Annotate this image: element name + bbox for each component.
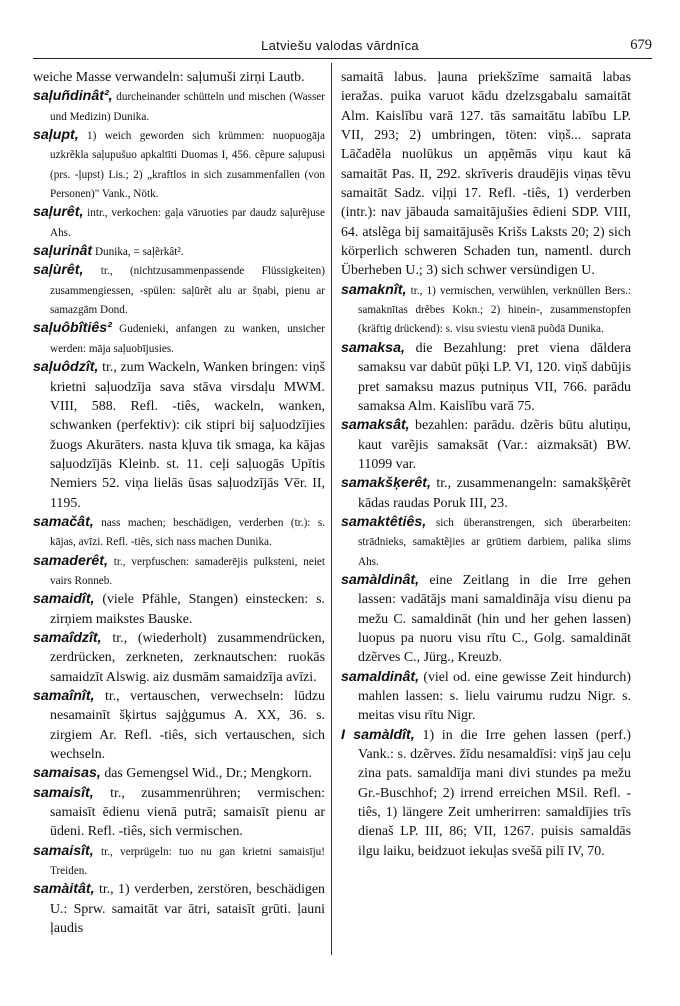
entry-definition: durcheinander schütteln und mischen (Wasser und Medizin) Dunika. [50, 91, 325, 123]
dictionary-entry [33, 68, 325, 87]
dictionary-entry [33, 880, 325, 938]
entry-definition: intr., verkochen: gaļa vāruoties par daudz saļurẽjuse Ahs. [50, 207, 325, 239]
entry-headword: saļurinât [33, 243, 93, 260]
dictionary-entry [33, 687, 325, 764]
dictionary-entry [341, 68, 631, 281]
entry-definition: tr., (wiederholt) zusammendrücken, zerdrücken, zerkneten, zerknautschen: ruokās samaidzīt Alswig. aiz dusmām samaidzīja avīzi. [50, 630, 325, 685]
entry-definition: weiche Masse verwandeln: saļumuši zirņi Lautb. [33, 70, 305, 85]
entry-headword: samačât, [33, 513, 94, 530]
column-divider [331, 63, 332, 955]
dictionary-entry [33, 87, 325, 126]
dictionary-entry [341, 416, 631, 474]
entry-headword: I samàldît, [341, 726, 415, 743]
entry-definition: tr., 1) verderben, zerstören, beschädigen U.: Sprw. samaitāt var ātri, sataisīt grūti. ļauni ļaudis [50, 882, 325, 937]
dictionary-entry [341, 726, 631, 861]
dictionary-entry [33, 203, 325, 242]
entry-definition: tr., (nichtzusammenpassende Flüssigkeiten) zusammengiessen, -spülen: saļūrẽt alu ar šņabi, pienu ar samazgām Dond. [50, 265, 325, 317]
entry-definition: eine Zeitlang in die Irre gehen lassen: vadātājs mani samaldināja visu dienu pa mežu C. samaldināt (hin und her gehen lassen) luopus pa nuoru visu rītu C., Golg. samaldināt dzẽrves C., Jürg., Kreuzb. [358, 572, 631, 666]
entry-headword: samaknît, [341, 281, 407, 298]
entry-definition: 1) weich geworden sich krümmen: nuopuogāja uzkrẽkla saļupušuo apkaltīti Duomas I, 456. cẽpure saļupusi (prs. -ļupst) Lis.; 2) „kraftlos in sich zusammenfallen (von Personen)" Vank., Nötk. [50, 130, 325, 201]
dictionary-entry [341, 571, 631, 668]
entry-headword: samàitât, [33, 881, 95, 898]
entry-definition: tr., zum Wackeln, Wanken bringen: viņš krietni saļuodzīja sava stāva virsdaļu MWM. VIII, 588. Refl. -tiês, wackeln, wanken, schwanken (perfektiv): cik stipri bij saļuodzījies žuogs Akurāters. nasta kļuva tik smaga, ka kājas saļuodzījās Kleinb. st. 11. ceļi saļuogās Upītis Nemiers 52. viņa lielās ūsas saļuodzījās Vēr. II, 1195. [50, 360, 325, 511]
dictionary-entry [341, 513, 631, 571]
entry-headword: samaksa, [341, 339, 405, 356]
dictionary-entry [33, 552, 325, 591]
entry-headword: samaisît, [33, 784, 94, 801]
entry-definition: nass machen; beschädigen, verderben (tr.): s. kājas, avīzi. Refl. -tiês, sich nass machen Dunika. [50, 516, 325, 549]
dictionary-entry [33, 126, 325, 203]
entry-definition: tr., 1) vermischen, verwühlen, verknüllen Bers.: samaknītas drẽbes Kokn.; 2) hinein-, zusammenstopfen (kräftig drückend): s. visu sviestu vienā puõdā Dunika. [358, 284, 631, 336]
dictionary-entry [33, 764, 325, 783]
entry-definition: das Gemengsel Wid., Dr.; Mengkorn. [100, 766, 312, 782]
running-header [0, 38, 680, 58]
header-rule [33, 58, 652, 59]
entry-headword: samakšķerêt, [341, 475, 431, 492]
dictionary-entry [341, 339, 631, 416]
entry-definition: tr., vertauschen, verwechseln: lūdzu nesamainīt šķirtus sajģgumus A. XX, 36. s. zirgiem Ar. Refl. -tiês, sich vertauschen, sich wechseln. [50, 689, 325, 763]
entry-definition: tr., verpfuschen: samaderējis pulksteni, neiet vairs Ronneb. [50, 555, 325, 587]
entry-definition: Dunika, = saļẽrkât². [92, 246, 184, 259]
entry-definition: Gudenieki, anfangen zu wanken, unsicher werden: māja saļuobījusies. [50, 323, 325, 355]
dictionary-entry [33, 629, 325, 687]
dictionary-entry [33, 590, 325, 629]
entry-definition: samaitā labus. ļauna priekšzīme samaitā labas ieražas. puika varuot kādu dzelzsgabalu samaitāt Alm. Kaislību varā 127. tās samaitātu labību LP. VII, 293; 2) umbringen, töten: viņš... saprata Lāčadẽla nuolūkus un apņẽmās viņu kaut kā samaitāt Pas. II, 292. skrīveris draudējis viņas tẽvu samaitāt Sadz. viļņi 17. Refl. -tiês, 1) verderben (intr.): nav jābauda samaitājušies ēdieni SDP. VIII, 64. atslẽga bij samaitājusẽs Krišs Laksts 20; 2) sich körperlich schweren Schaden tun, namentl. durch Überheben U.; 3) sich schwer versündigen U. [341, 70, 631, 279]
right-column [341, 68, 631, 861]
entry-headword: samaktêtiês, [341, 513, 427, 530]
entry-definition: bezahlen: parādu. dzẽris būtu alutiņu, kaut varẽjis samaksāt (Var.: aizmaksāt) BW. 11099 var. [358, 418, 631, 472]
entry-definition: sich überanstrengen, sich überarbeiten: strādnieks, samaktẽjies ar grūtiem darbiem, palika slims Ahs. [358, 516, 631, 568]
entry-definition: tr., zusammenrühren; vermischen: samaisīt ēdienu vienā putrā; samaisīt pienu ar ūdeni. Refl. -tiês, sich vermischen. [50, 785, 325, 840]
entry-headword: saļuôdzît, [33, 359, 99, 376]
dictionary-entry [33, 513, 325, 552]
header-title: Latviešu valodas vārdnīca [261, 38, 419, 53]
entry-headword: samaidît, [33, 591, 95, 608]
dictionary-entry [33, 319, 325, 358]
dictionary-entry [33, 261, 325, 319]
entry-headword: samaîdzît, [33, 629, 102, 646]
entry-headword: saļuôbîtiês² [33, 320, 112, 337]
entry-headword: samaderêt, [33, 552, 108, 569]
page-number: 679 [630, 37, 652, 53]
entry-headword: samaisît, [33, 842, 94, 859]
dictionary-entry [33, 242, 325, 261]
entry-definition: tr., verprügeln: tuo nu gan krietni samaisīju! Treiden. [50, 845, 325, 878]
entry-headword: samaisas, [33, 765, 101, 782]
dictionary-entry [33, 358, 325, 513]
entry-headword: saļupt, [33, 127, 79, 144]
dictionary-entry [341, 281, 631, 339]
entry-headword: samaldinât, [341, 668, 420, 685]
dictionary-entry [33, 842, 325, 881]
entry-definition: tr., zusammenangeln: samakšķẽrẽt kādas raudas Poruk III, 23. [358, 476, 631, 511]
entry-headword: saļuñdinât², [33, 88, 113, 105]
entry-headword: samaksât, [341, 417, 410, 434]
left-column [33, 68, 325, 938]
entry-definition: die Bezahlung: pret vienа dālderа samaksu var dabūt pūķi LP. VI, 120. viņš dabūjis pret samaksu mazus putniņus VII, 766. parādu samaksa Alm. Kaislību varā 75. [358, 340, 631, 414]
dictionary-entry [341, 474, 631, 513]
dictionary-entry [341, 668, 631, 726]
entry-headword: saļùrêt, [33, 262, 84, 279]
entry-definition: 1) in die Irre gehen lassen (perf.) Vank.: s. dzẽrves. žīdu nesamaldīsi: viņš jau ceļu zina pats. samaldīja mani divi stundes pa mežu Gr.-Buschhof; 2) irrend erreichen MSil. Refl. -tiês, 1) längere Zeit umherirren: samaldījies trīs dienaš LP. III, 86; VII, 1267. puisis samaldās ilgu laiku, beidzuot iekuļas svešā pilī IV, 70. [358, 727, 631, 859]
entry-definition: (viele Pfähle, Stangen) einstecken: s. zirņiem maikstes Bauske. [50, 592, 325, 627]
entry-headword: samàldinât, [341, 571, 420, 588]
entry-definition: (viel od. eine gewisse Zeit hindurch) mahlen lassen: s. lielu vairumu rudzu Nigr. s. meitas visu rītu Nigr. [358, 669, 631, 724]
dictionary-entry [33, 784, 325, 842]
entry-headword: saļurêt, [33, 204, 84, 221]
entry-headword: samaînît, [33, 688, 95, 704]
